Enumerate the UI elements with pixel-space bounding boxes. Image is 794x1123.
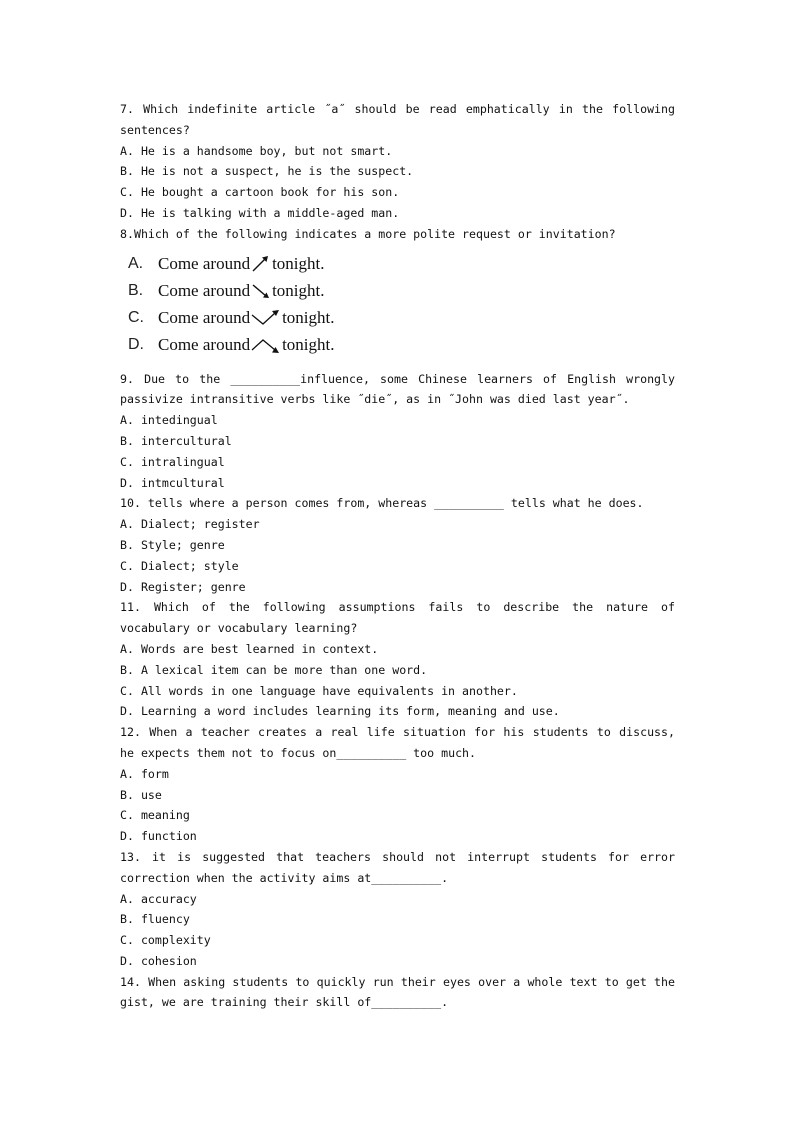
option-b: B. He is not a suspect, he is the suspect. bbox=[120, 164, 414, 179]
fall-rise-arrow-icon bbox=[251, 308, 281, 328]
option-text-after: tonight. bbox=[272, 281, 325, 301]
question-stem bbox=[120, 493, 675, 514]
option-d: D. He is talking with a middle-aged man. bbox=[120, 205, 400, 220]
answer-blank: __________ bbox=[371, 870, 442, 885]
answer-blank: __________ bbox=[230, 371, 301, 386]
option-text-before: Come around bbox=[158, 335, 251, 355]
stem-part: influence, some Chinese learners of English wrongly bbox=[300, 371, 675, 386]
rise-arrow-icon bbox=[251, 254, 271, 274]
stem-part: tells what he does. bbox=[503, 496, 644, 511]
question-12 bbox=[120, 722, 675, 847]
option-a: A. form bbox=[120, 766, 169, 781]
option-text-before: Come around bbox=[158, 254, 251, 274]
question-stem: 11. Which of the following assumptions fails to describe the nature of bbox=[120, 600, 675, 615]
option-d: D. function bbox=[120, 829, 197, 844]
question-13 bbox=[120, 847, 675, 972]
stem-part: 9. Due to the bbox=[120, 371, 231, 386]
option-c: C. complexity bbox=[120, 933, 211, 948]
option-text-after: tonight. bbox=[282, 308, 335, 328]
rise-fall-arrow-icon bbox=[251, 335, 281, 355]
question-14 bbox=[120, 972, 675, 1014]
option-c bbox=[128, 305, 675, 332]
option-a bbox=[128, 251, 675, 278]
question-stem-continued: sentences? bbox=[120, 122, 190, 137]
question-stem-continued: passivize intransitive verbs like ˝die˝, as in ˝John was died last year˝. bbox=[120, 392, 630, 407]
question-stem bbox=[120, 369, 675, 390]
option-b: B. fluency bbox=[120, 912, 190, 927]
question-10 bbox=[120, 493, 675, 597]
option-d: D. Register; genre bbox=[120, 579, 246, 594]
question-stem: 7. Which indefinite article ˝а˝ should be read emphatically in the following bbox=[120, 102, 675, 116]
question-stem: 12. When a teacher creates a real life situation for his students to discuss, bbox=[120, 725, 675, 740]
option-text-before: Come around bbox=[158, 281, 251, 301]
question-stem: 14. When asking students to quickly run their eyes over a whole text to get the bbox=[120, 974, 675, 989]
option-c: C. He bought a cartoon book for his son. bbox=[120, 185, 400, 200]
stem-part: 10. tells where a person comes from, whereas bbox=[120, 496, 435, 511]
option-text-after: tonight. bbox=[282, 335, 335, 355]
answer-blank: __________ bbox=[336, 745, 407, 760]
option-c: C. intralingual bbox=[120, 454, 225, 469]
fall-arrow-icon bbox=[251, 281, 271, 301]
option-a: A. accuracy bbox=[120, 891, 197, 906]
stem-part: too much. bbox=[406, 745, 477, 760]
question-stem: 8.Which of the following indicates a more polite request or invitation? bbox=[120, 226, 616, 241]
question-stem-continued bbox=[120, 868, 675, 889]
option-text-after: tonight. bbox=[272, 254, 325, 274]
answer-blank: __________ bbox=[434, 496, 504, 511]
answer-blank: __________ bbox=[371, 995, 442, 1010]
question-8 bbox=[120, 224, 675, 369]
option-d: D. cohesion bbox=[120, 953, 197, 968]
exam-page bbox=[120, 99, 675, 1013]
question-stem: 13. it is suggested that teachers should not interrupt students for error bbox=[120, 849, 675, 864]
stem-part: . bbox=[441, 995, 449, 1010]
option-b bbox=[128, 278, 675, 305]
option-c: C. Dialect; style bbox=[120, 558, 239, 573]
option-b: B. intercultural bbox=[120, 433, 232, 448]
option-b: B. A lexical item can be more than one word. bbox=[120, 662, 428, 677]
question-stem-continued bbox=[120, 992, 675, 1013]
question-7 bbox=[120, 99, 675, 224]
question-11 bbox=[120, 597, 675, 722]
stem-part: he expects them not to focus on bbox=[120, 745, 337, 760]
option-d bbox=[128, 332, 675, 359]
option-letter: C. bbox=[128, 309, 144, 327]
stem-part: correction when the activity aims at bbox=[120, 870, 372, 885]
option-d: D. intmcultural bbox=[120, 475, 225, 490]
question-9 bbox=[120, 369, 675, 494]
option-letter: B. bbox=[128, 282, 144, 300]
option-letter: A. bbox=[128, 255, 144, 273]
option-text-before: Come around bbox=[158, 308, 251, 328]
stem-part: . bbox=[441, 870, 449, 885]
option-c: C. meaning bbox=[120, 808, 190, 823]
option-a: A. Words are best learned in context. bbox=[120, 641, 379, 656]
question-stem-continued: vocabulary or vocabulary learning? bbox=[120, 621, 358, 636]
option-b: B. use bbox=[120, 787, 162, 802]
question-stem-continued bbox=[120, 743, 675, 764]
option-a: A. Dialect; register bbox=[120, 517, 260, 532]
option-c: C. All words in one language have equivalents in another. bbox=[120, 683, 518, 698]
option-letter: D. bbox=[128, 336, 144, 354]
option-b: B. Style; genre bbox=[120, 537, 225, 552]
stem-part: gist, we are training their skill of bbox=[120, 995, 372, 1010]
option-a: A. He is a handsome boy, but not smart. bbox=[120, 143, 393, 158]
option-a: A. intedingual bbox=[120, 413, 218, 428]
option-d: D. Learning a word includes learning its form, meaning and use. bbox=[120, 704, 560, 719]
intonation-figure bbox=[128, 251, 675, 359]
